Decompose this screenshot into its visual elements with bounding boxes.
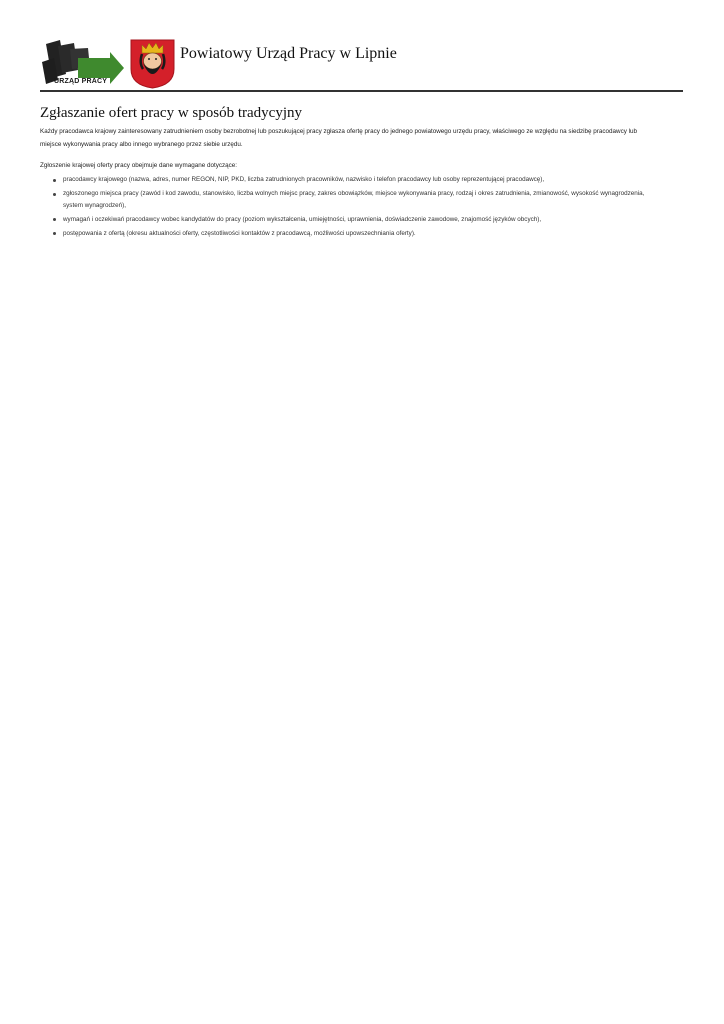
- list-item: [40, 214, 650, 226]
- lipno-coat-of-arms: [130, 39, 175, 89]
- requirements-list: [40, 174, 650, 242]
- site-title: Powiatowy Urząd Pracy w Lipnie: [180, 45, 397, 62]
- logo-text: URZĄD PRACY: [54, 78, 108, 85]
- page-header: [40, 36, 683, 92]
- list-item: [40, 188, 650, 211]
- list-item: [40, 228, 650, 240]
- list-item: [40, 174, 650, 186]
- coat-of-arms-graphic: [130, 39, 175, 89]
- header-divider: [40, 90, 683, 92]
- list-item-text: wymagań i oczekiwań pracodawcy wobec kandydatów do pracy (poziom wykształcenia, umiejętności, uprawnienia, doświadczenie zawodowe, znajomość języków obcych),: [63, 215, 542, 223]
- bullet-icon: [53, 218, 56, 221]
- list-item-text: zgłoszonego miejsca pracy (zawód i kod zawodu, stanowisko, liczba wolnych miejsc pracy, zakres obowiązków, miejsce wykonywania pracy, rodzaj i okres zatrudnienia, zmianowość, wysokość wynagrodzenia, system wynagrodzeń),: [63, 190, 645, 209]
- list-lead: Zgłoszenie krajowej oferty pracy obejmuje dane wymagane dotyczące:: [40, 162, 238, 169]
- bullet-icon: [53, 179, 56, 182]
- page-title: Zgłaszanie ofert pracy w sposób tradycyjny: [40, 105, 302, 121]
- list-item-text: postępowania z ofertą (okresu aktualności oferty, częstotliwości kontaktów z pracodawcą, możliwości upowszechniania oferty).: [63, 229, 416, 237]
- intro-paragraph: Każdy pracodawca krajowy zainteresowany zatrudnieniem osoby bezrobotnej lub poszukującej pracy zgłasza ofertę pracy do jednego powiatowego urzędu pracy, właściwego ze względu na siedzibę pracodawcy lub miejsce wykonywania pracy albo innego wybranego przez siebie urzędu.: [40, 128, 638, 148]
- urzad-pracy-logo: [40, 40, 126, 90]
- bullet-icon: [53, 232, 56, 235]
- list-item-text: pracodawcy krajowego (nazwa, adres, numer REGON, NIP, PKD, liczba zatrudnionych pracowników, nazwisko i telefon pracodawcy lub osoby reprezentującej pracodawcę),: [63, 176, 545, 183]
- bullet-icon: [53, 193, 56, 196]
